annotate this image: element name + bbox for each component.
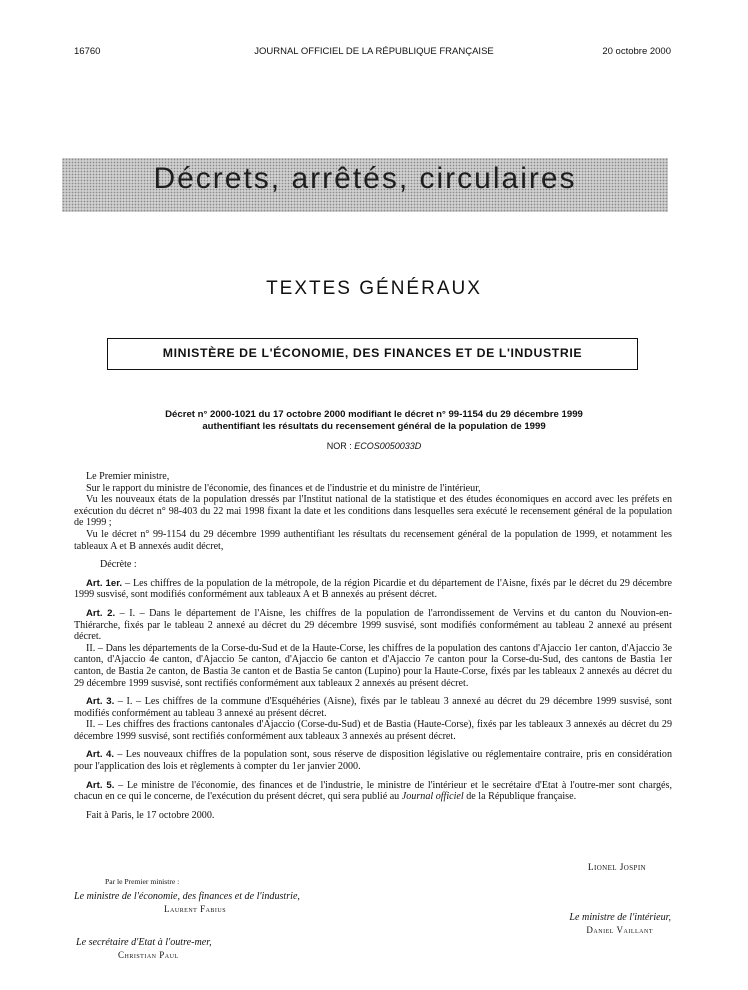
preamble-line: Le Premier ministre, (86, 471, 170, 482)
article-3 (74, 696, 672, 719)
decree-body (74, 471, 672, 821)
article-label: Art. 4. (86, 749, 115, 761)
nor-code: ECOS0050033D (354, 441, 422, 451)
by-pm-line: Par le Premier ministre : (105, 877, 180, 886)
minister-economy-title: Le ministre de l'économie, des finances et de l'industrie, (74, 891, 300, 902)
issue-date: 20 octobre 2000 (602, 46, 671, 57)
article-2 (74, 608, 672, 643)
preamble-line: Sur le rapport du ministre de l'économie, des finances et de l'industrie et du ministre de l'intérieur, (86, 482, 481, 494)
article-4 (74, 749, 672, 772)
journal-reference: Journal officiel (401, 791, 464, 803)
decrete-line: Décrète : (100, 559, 137, 571)
ministry-name: MINISTÈRE DE L'ÉCONOMIE, DES FINANCES ET DE L'INDUSTRIE (162, 346, 583, 360)
article-text: de la République française. (463, 791, 577, 803)
article-text: – Le ministre de l'économie, des finances et de l'industrie, le ministre de l'intérieur et le secrétaire d'Etat à l'outre-mer sont chargés, chacun en ce qui le concerne, de l'exécution du présent décret, qui sera publié au (74, 779, 672, 803)
decree-title-line1: Décret n° 2000-1021 du 17 octobre 2000 modifiant le décret n° 99-1154 du 29 décembre 1999 (165, 409, 583, 420)
article-text: – I. – Dans le département de l'Aisne, les chiffres de la population de l'arrondissement de Vervins et du canton du Nouvion-en-Thiérarche, fixés par le tableau 2 annexé au décret du 29 décembre 1999 susvisé, sont modifiés conformément au tableau 2 annexé au présent décret. (74, 607, 672, 643)
minister-economy-name: Laurent Fabius (164, 904, 227, 914)
page-number: 16760 (74, 46, 101, 57)
article-2-part-2: II. – Dans les départements de la Corse-du-Sud et de la Haute-Corse, les chiffres de la population des cantons d'Ajaccio 1er canton, d'Ajaccio 3e canton, d'Ajaccio 4e canton, d'Ajaccio 5e canton, d'Ajaccio 6e canton et d'Ajaccio 7e canton pour la Corse-du-Sud, des cantons de Bastia 1er canton, de Bastia 2e canton, de Bastia 3e canton et de Bastia 5e canton (Lupino) pour la Haute-Corse, fixés par les tableaux 2 annexés au décret du 29 décembre 1999 susvisé, sont rectifiés conformément aux tableaux 2 annexés au présent décret. (74, 642, 672, 689)
article-text: – Les chiffres de la population de la métropole, de la région Picardie et du département de l'Aisne, fixés par le décret du 29 décembre 1999 susvisé, sont modifiés conformément aux tableaux A et B annexés au présent décret. (74, 577, 672, 601)
signatory-pm: Lionel Jospin (587, 863, 646, 873)
section-title: TEXTES GÉNÉRAUX (266, 278, 482, 299)
secretary-title: Le secrétaire d'Etat à l'outre-mer, (76, 937, 212, 948)
ministry-box (107, 338, 638, 370)
article-label: Art. 5. (86, 779, 115, 791)
nor-label: NOR : (326, 441, 352, 451)
minister-interior-title: Le ministre de l'intérieur, (569, 912, 671, 923)
section-banner (62, 158, 668, 212)
article-text: – I. – Les chiffres de la commune d'Esquéhéries (Aisne), fixés par le tableau 3 annexé au décret du 29 décembre 1999 susvisé, sont modifiés conformément au tableau 3 annexé au présent décret. (74, 696, 672, 719)
preamble-line: Vu le décret n° 99-1154 du 29 décembre 1999 authentifiant les résultats du recensement général de la population de 1999, et notamment les tableaux A et B annexés audit décret, (74, 528, 672, 552)
article-1 (74, 578, 672, 601)
decree-title (100, 409, 648, 433)
article-3-part-2: II. – Les chiffres des fractions cantonales d'Ajaccio (Corse-du-Sud) et de Bastia (Haute-Corse), fixés par les tableaux 3 annexés au décret du 29 décembre 1999 susvisé, sont rectifiés conformément aux tableaux 3 annexés au présent décret. (74, 719, 672, 742)
article-label: Art. 2. (86, 607, 116, 619)
minister-interior-name: Daniel Vaillant (586, 925, 653, 935)
preamble-line: Vu les nouveaux états de la population dressés par l'Institut national de la statistique et des études économiques en accord avec les préfets en exécution du décret n° 98-403 du 22 mai 1998 fixant la date et les conditions dans lesquelles sera exécuté le recensement général de la population de 1999 ; (74, 494, 672, 529)
article-label: Art. 1er. (86, 577, 123, 589)
decree-title-line2: authentifiant les résultats du recensement général de la population de 1999 (202, 421, 546, 432)
journal-title: JOURNAL OFFICIEL DE LA RÉPUBLIQUE FRANÇAISE (254, 46, 494, 57)
article-text: – Les nouveaux chiffres de la population sont, sous réserve de disposition législative ou réglementaire contraire, pris en considération pour l'application des lois et règlements à compter du 1er janvier 2000. (74, 749, 672, 773)
nor-reference (0, 441, 748, 451)
fait-a-paris: Fait à Paris, le 17 octobre 2000. (86, 809, 215, 821)
secretary-name: Christian Paul (118, 950, 179, 960)
banner-title: Décrets, arrêtés, circulaires (153, 162, 577, 195)
article-label: Art. 3. (86, 696, 115, 708)
article-5 (74, 780, 672, 803)
